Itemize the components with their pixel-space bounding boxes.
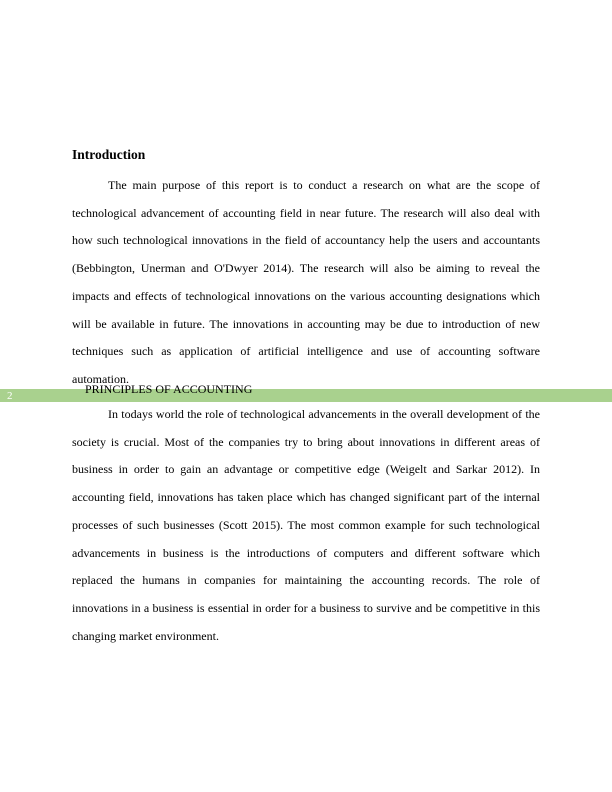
body-paragraph-1: The main purpose of this report is to conduct a research on what are the scope of technological advancement of accounting field in near future. The research will also deal with how such technological innovations in the field of accountancy help the users and accountants (Bebbington, Unerman and O'Dwyer 2014). The research will also be aiming to reveal the impacts and effects of technological innovations on the various accounting designations which will be available in future. The innovations in accounting may be due to introduction of new techniques such as application of artificial intelligence and use of accounting software automation. (72, 178, 540, 386)
body-paragraph-2: In todays world the role of technological advancements in the overall development of the society is crucial. Most of the companies try to bring about innovations in different areas of business in order to gain an advantage or competitive edge (Weigelt and Sarkar 2012). In accounting field, innovations has taken place which has changed significant part of the internal processes of such businesses (Scott 2015). The most common example for such technological advancements in business is the introductions of computers and different software which replaced the humans in companies for maintaining the accounting records. The role of innovations in a business is essential in order for a business to survive and be competitive in this changing market environment. (72, 407, 540, 643)
page-number: 2 (7, 390, 13, 402)
section-heading: Introduction (72, 147, 146, 162)
running-head: PRINCIPLES OF ACCOUNTING (85, 382, 253, 396)
